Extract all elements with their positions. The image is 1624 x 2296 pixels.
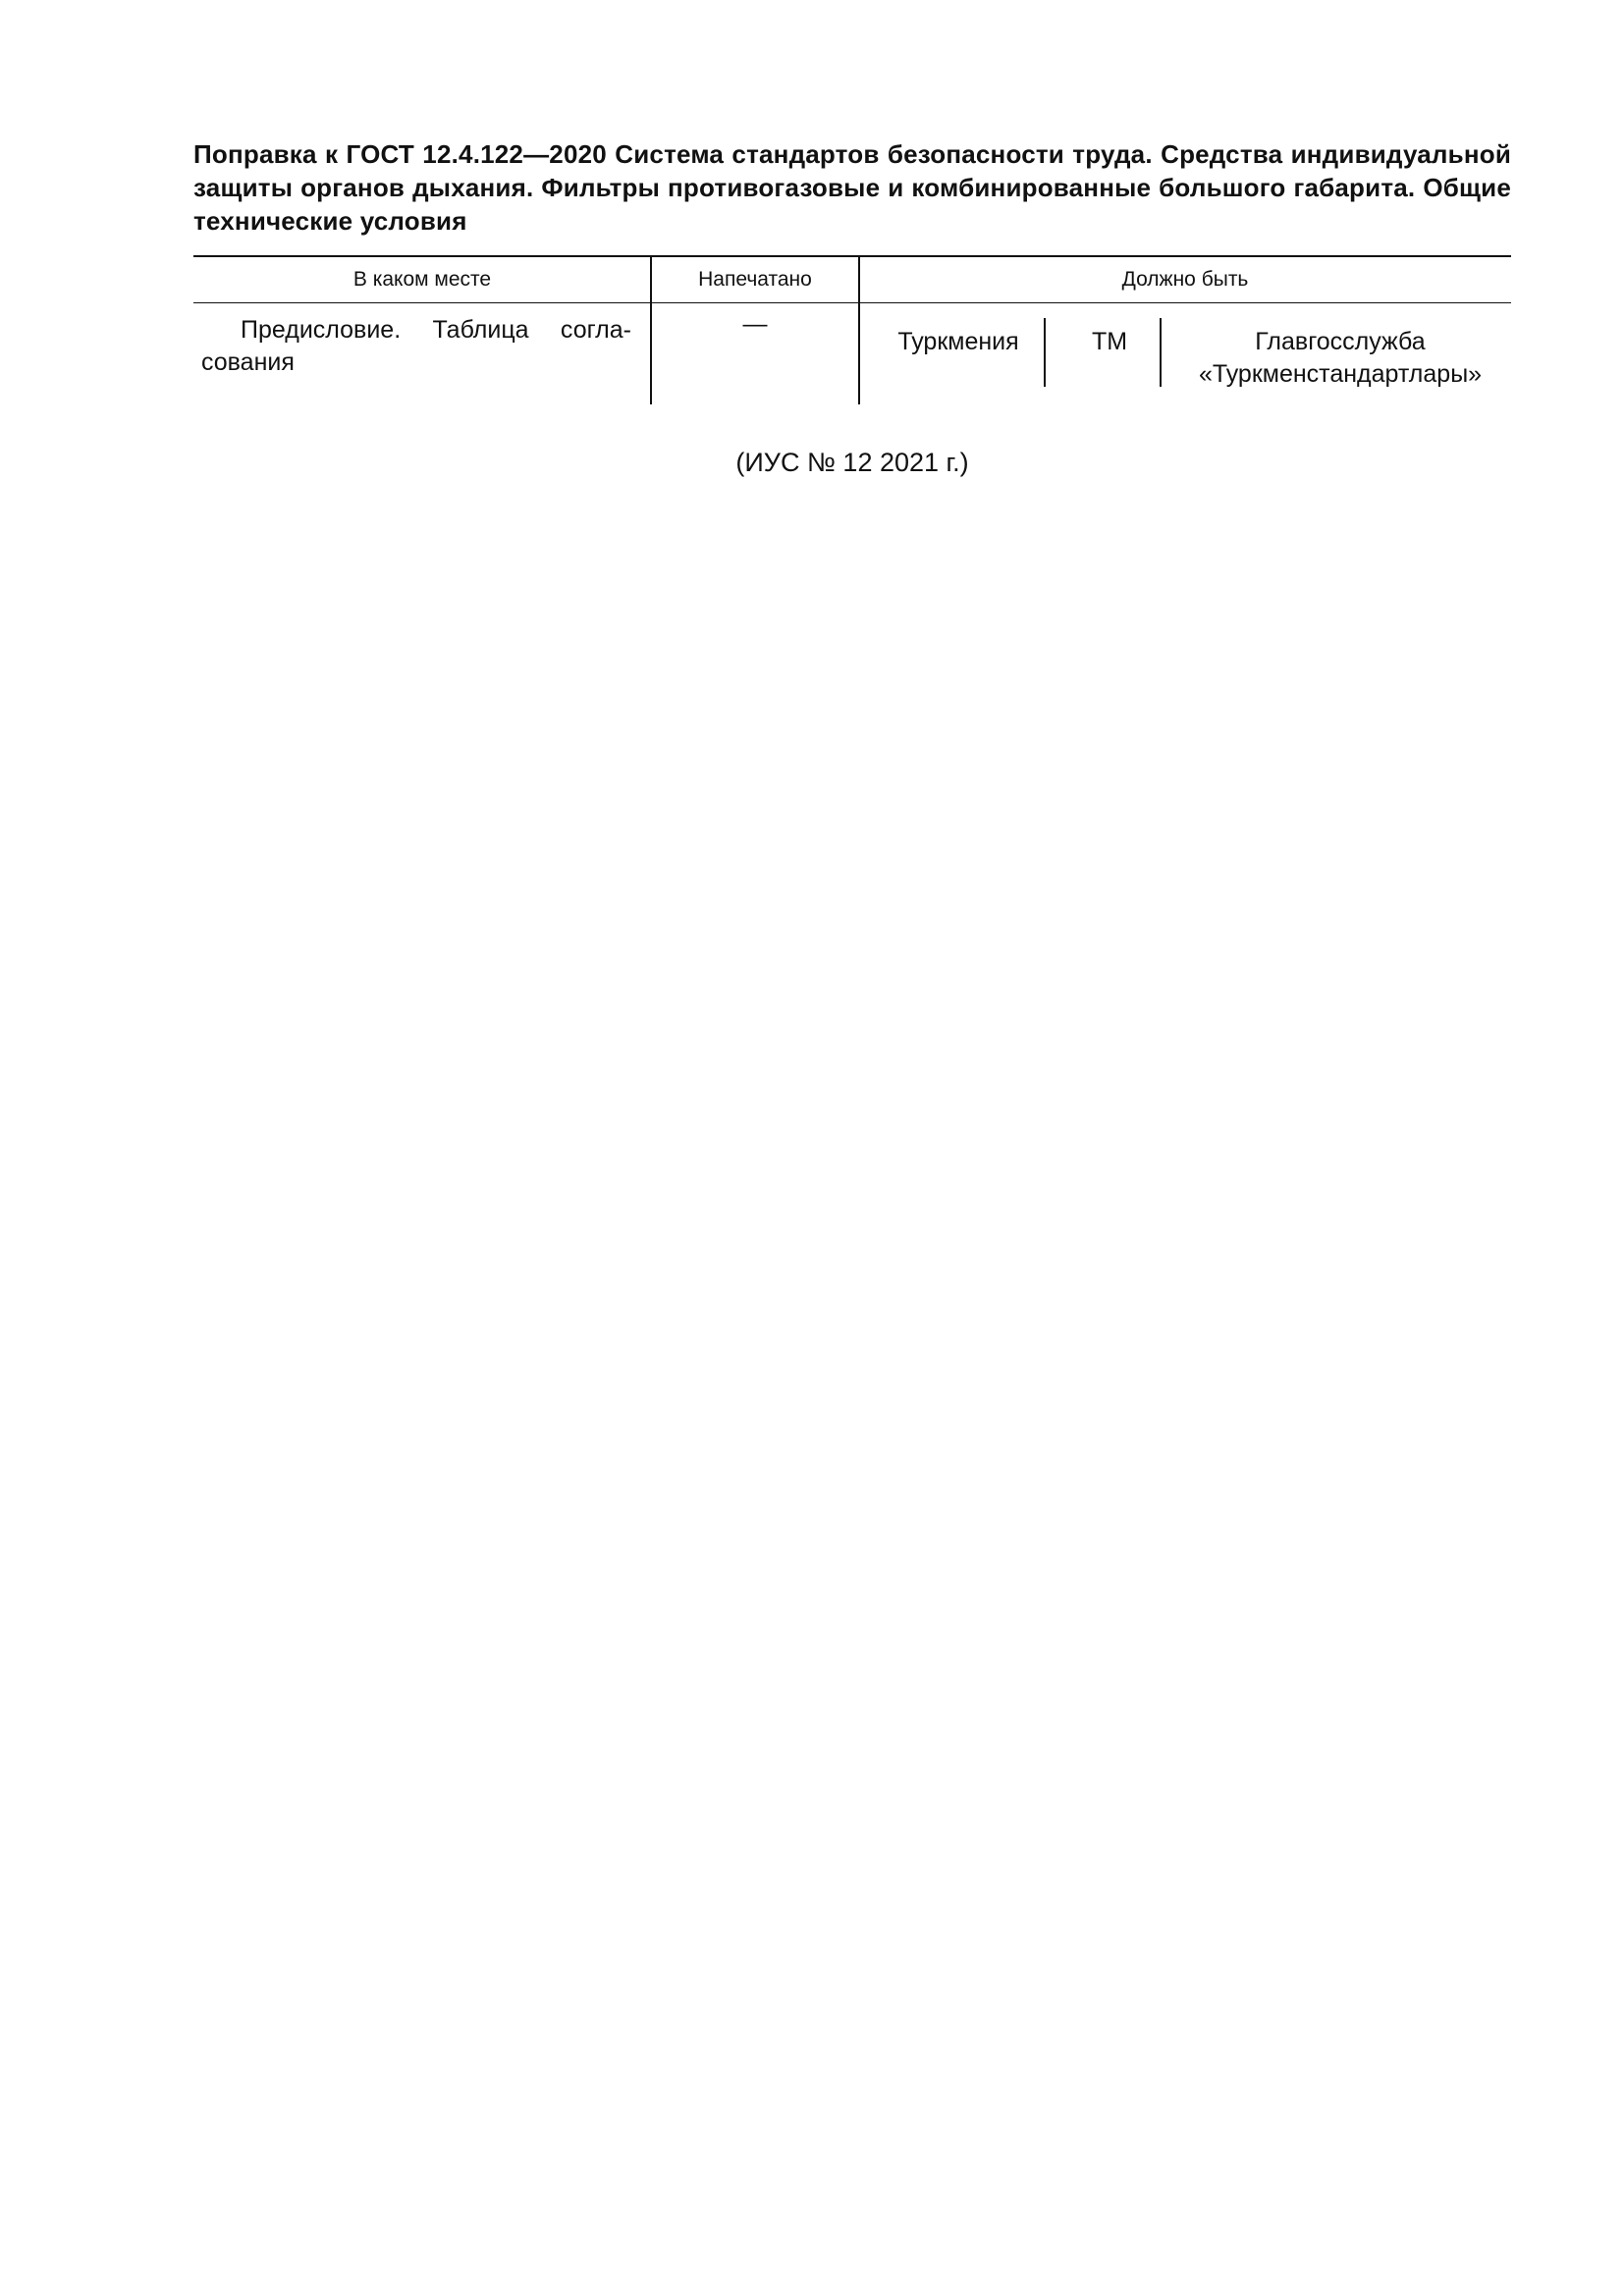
standards-body-line-1: Главгосслужба [1255, 328, 1426, 355]
header-divider [193, 302, 1511, 303]
cell-country-code: ТМ [1091, 328, 1128, 355]
header-printed: Напечатано [698, 268, 812, 291]
cell-standards-body [1169, 326, 1511, 391]
publication-reference: (ИУС № 12 2021 г.) [735, 448, 969, 477]
header-should-be: Должно быть [1121, 268, 1249, 291]
cell-printed: — [742, 310, 768, 338]
header-place: В каком месте [352, 268, 492, 291]
document-page [193, 137, 1511, 404]
cell-country: Туркмения [897, 328, 1019, 355]
document-title: Поправка к ГОСТ 12.4.122—2020 Система стандартов безопасности труда. Средства индивидуальной защиты органов дыхания. Фильтры противогазовые и комбинированные большого габарита. Общие технические условия [193, 139, 1511, 236]
amendment-table [193, 255, 1511, 404]
standards-body-line-2: «Туркменстандартлары» [1198, 360, 1483, 388]
cell-place: Предисловие. Таблица согласования [201, 316, 631, 376]
